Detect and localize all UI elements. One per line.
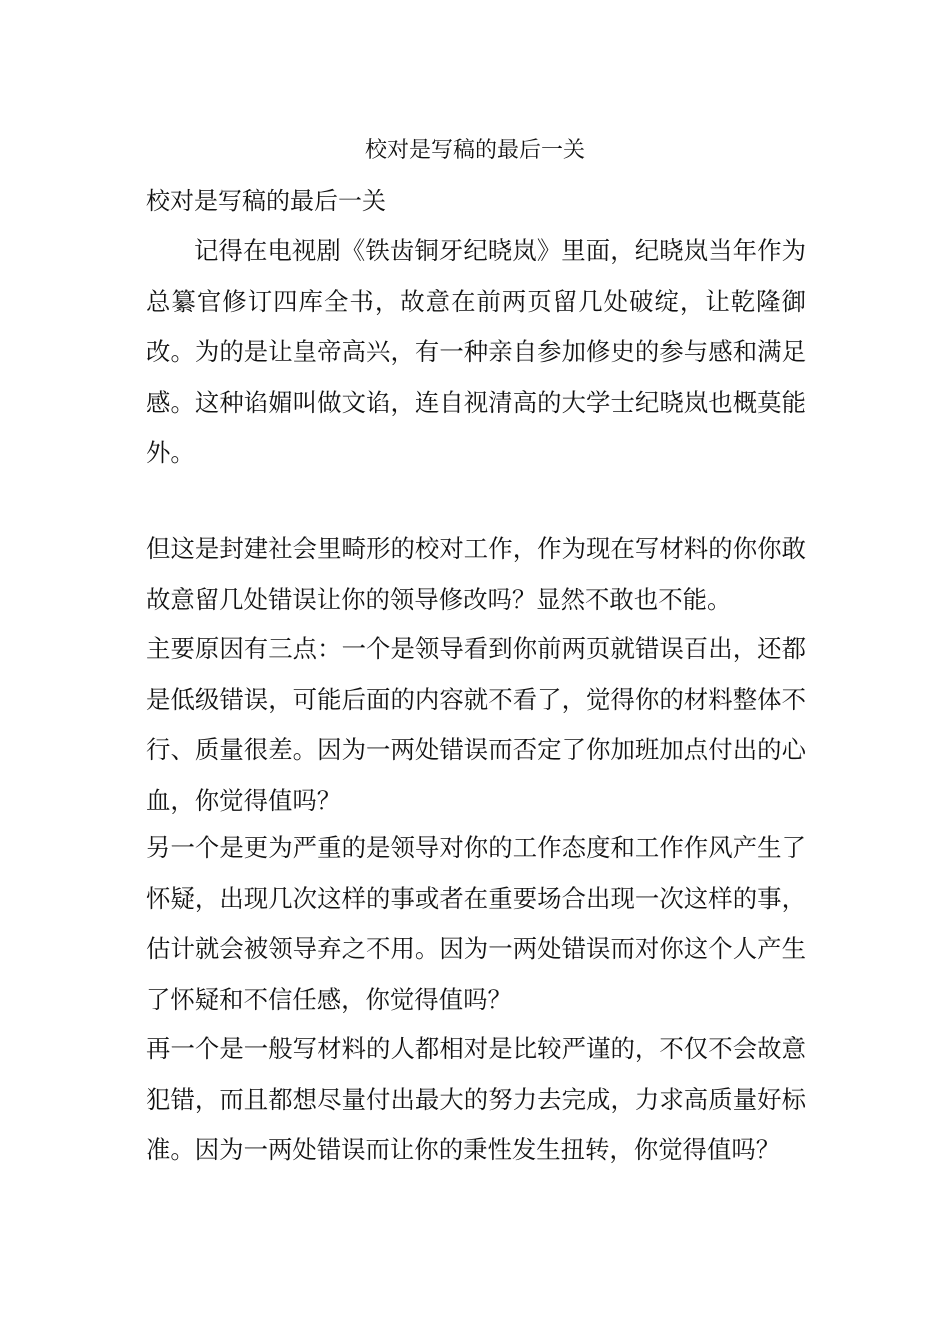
document-subtitle: 校对是写稿的最后一关 [146,187,386,215]
paragraph-reason-three: 再一个是一般写材料的人都相对是比较严谨的，不仅不会故意犯错，而且都想尽量付出最大的努力去完成，力求高质量好标准。因为一两处错误而让你的秉性发生扭转，你觉得值吗？ [146,1034,806,1164]
document-title: 校对是写稿的最后一关 [364,138,585,163]
paragraph-reason-two: 另一个是更为严重的是领导对你的工作态度和工作作风产生了怀疑，出现几次这样的事或者在重要场合出现一次这样的事，估计就会被领导弃之不用。因为一两处错误而对你这个人产生了怀疑和不信任感，你觉得值吗？ [146,833,806,1014]
paragraph-question: 但这是封建社会里畸形的校对工作，作为现在写材料的你你敢故意留几处错误让你的领导修改吗？显然不敢也不能。 [146,534,806,614]
paragraph-intro: 记得在电视剧《铁齿铜牙纪晓岚》里面，纪晓岚当年作为总纂官修订四库全书，故意在前两页留几处破绽，让乾隆御改。为的是让皇帝高兴，有一种亲自参加修史的参与感和满足感。这种谄媚叫做文谄，连自视清高的大学士纪晓岚也概莫能外。 [146,236,806,467]
paragraph-reason-one: 主要原因有三点：一个是领导看到你前两页就错误百出，还都是低级错误，可能后面的内容就不看了，觉得你的材料整体不行、质量很差。因为一两处错误而否定了你加班加点付出的心血，你觉得值吗？ [146,634,806,815]
